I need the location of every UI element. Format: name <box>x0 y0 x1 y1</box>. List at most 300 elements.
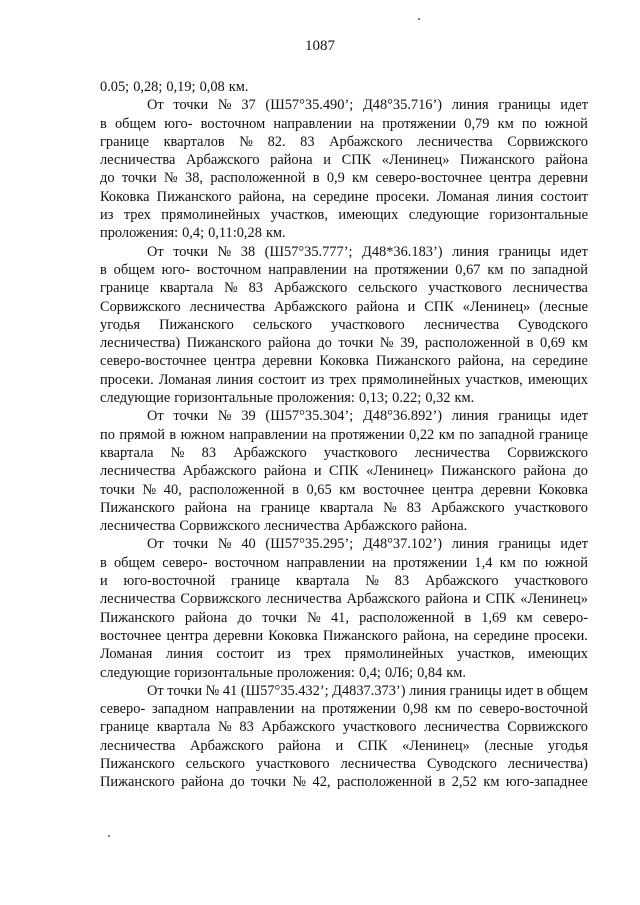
word: № <box>217 719 232 736</box>
word: района <box>270 152 313 169</box>
text-line <box>100 133 588 151</box>
text-line <box>100 590 588 608</box>
word: Пижанского <box>159 316 234 333</box>
word: угодья <box>100 316 141 333</box>
text-line <box>100 645 588 663</box>
word: 38 <box>240 243 256 260</box>
word: в <box>464 609 472 626</box>
word: границы <box>449 682 502 699</box>
word: Пижанского <box>186 335 262 352</box>
word: «Ленинец» <box>462 298 531 315</box>
word: лесничества <box>100 518 176 535</box>
word: прямолинейных <box>344 646 444 663</box>
word: Д48°37.102’) <box>362 536 443 553</box>
word: в <box>292 481 299 498</box>
word: и <box>472 591 481 608</box>
word: района <box>184 609 228 626</box>
word: угодья <box>547 737 588 754</box>
word: линия <box>451 536 489 553</box>
word: 0.05; <box>100 79 130 95</box>
word: квартала <box>295 573 350 590</box>
word: идет <box>560 97 588 114</box>
word: трех <box>304 646 332 663</box>
text-line <box>100 96 588 114</box>
text-line <box>100 151 588 169</box>
word: квартала <box>319 499 374 516</box>
word: границы <box>498 408 551 425</box>
word: лесничества <box>417 133 493 150</box>
word: Сорвижского <box>507 719 588 736</box>
word: восточнее <box>100 627 162 644</box>
word: 83 <box>394 573 410 590</box>
word: в <box>536 682 544 699</box>
word: № <box>365 573 379 590</box>
word: участкового <box>256 755 330 772</box>
word: От <box>147 408 164 425</box>
word: 40, <box>163 481 182 498</box>
word: района <box>356 298 399 315</box>
word: просеки. <box>375 188 430 205</box>
word: на <box>301 701 316 718</box>
word: точки <box>121 170 157 187</box>
word: Арбажского <box>425 573 499 590</box>
word: участкового <box>514 573 588 590</box>
word: центра <box>489 170 532 187</box>
word: горизонтальные <box>489 207 588 224</box>
word: на <box>353 261 368 278</box>
word: на <box>291 188 306 205</box>
word: северо-восточнее <box>100 353 207 370</box>
word: 82. <box>267 133 286 150</box>
word: СПК <box>485 591 516 608</box>
word: № <box>217 243 232 260</box>
word: направлении <box>215 701 295 718</box>
word: Арбажского <box>343 518 418 535</box>
word: СПК <box>329 463 359 480</box>
word: участков, <box>270 207 328 224</box>
word: 0,79 <box>464 115 490 132</box>
scan-speck <box>108 835 110 837</box>
word: из <box>310 371 325 388</box>
word: 0,19; <box>166 79 196 95</box>
word: Сорвижского <box>100 298 181 315</box>
word: района, <box>457 353 505 370</box>
word: «Ленинец» <box>366 463 434 480</box>
word: км <box>516 609 533 626</box>
word: лесничества <box>100 737 176 754</box>
text-line <box>100 78 588 96</box>
word: точки <box>100 481 135 498</box>
word: на <box>312 426 327 443</box>
word: № <box>163 170 178 187</box>
word: точки <box>173 536 209 553</box>
word: направлении <box>273 115 352 132</box>
word: линия <box>496 188 534 205</box>
word: в <box>312 170 320 187</box>
word: до <box>230 774 245 791</box>
word: 83 <box>201 444 217 461</box>
word: и <box>313 463 322 480</box>
text-line <box>100 298 588 316</box>
word: Коковка <box>268 627 318 644</box>
word: лесничества <box>424 719 500 736</box>
word: на <box>236 499 252 516</box>
word: центра <box>213 353 256 370</box>
word: общем <box>113 261 155 278</box>
word: «Ленинец» <box>381 152 450 169</box>
text-line <box>100 426 588 444</box>
word: лесничества) <box>100 335 181 352</box>
word: южной <box>544 115 588 132</box>
word: горизонтальные <box>174 390 273 407</box>
word: и <box>407 298 416 315</box>
word: по <box>521 115 537 132</box>
word: лесничества <box>512 280 588 297</box>
word: 0,67 <box>455 261 481 278</box>
word: Арбажского <box>190 737 264 754</box>
word: северо-восточной <box>479 701 588 718</box>
word: в <box>100 115 107 132</box>
word: горизонтальные <box>174 664 273 681</box>
word: границе <box>539 426 588 443</box>
word: «Ленинец» <box>402 737 470 754</box>
word: точки <box>173 408 209 425</box>
word: протяжении <box>374 261 449 278</box>
word: Ломаная <box>436 188 490 205</box>
word: линия <box>451 408 489 425</box>
word: северо- <box>100 701 146 718</box>
word: точки <box>173 243 209 260</box>
text-line <box>100 407 588 425</box>
text-line <box>100 481 588 499</box>
word: СПК <box>341 152 372 169</box>
word: км. <box>228 79 249 95</box>
word: линия <box>451 97 489 114</box>
word: сельского <box>358 280 418 297</box>
word: «Ленинец» <box>520 591 588 608</box>
text-line <box>100 261 588 279</box>
word: на <box>454 627 469 644</box>
word: Пижанского <box>100 755 175 772</box>
word: трех <box>329 371 357 388</box>
word: № <box>217 408 232 425</box>
word: 0,22 <box>409 426 435 443</box>
word: общем <box>113 554 156 571</box>
word: границы <box>498 243 551 260</box>
word: юго- <box>164 115 193 132</box>
word: От <box>147 536 164 553</box>
text-line <box>100 224 588 242</box>
word: № <box>292 774 307 791</box>
word: направлении <box>286 554 365 571</box>
word: линия <box>452 243 489 260</box>
word: восточном <box>214 554 280 571</box>
word: (Ш57°35.432’; <box>240 682 329 699</box>
word: лесничества <box>266 591 342 608</box>
word: Д48°36.892’) <box>362 408 443 425</box>
word: района <box>181 774 224 791</box>
word: 41 <box>222 682 238 699</box>
word: 0.22; <box>392 390 422 407</box>
word: № <box>307 609 321 626</box>
word: до <box>237 609 253 626</box>
word: Д48°35.716’) <box>362 97 443 114</box>
word: Д4837.373’) <box>332 682 406 699</box>
text-line <box>100 627 588 645</box>
word: 0Л6; <box>384 664 414 681</box>
word: Арбажского <box>273 298 348 315</box>
word: км. <box>265 225 286 242</box>
word: 37 <box>241 97 256 114</box>
word: лесничества <box>100 152 176 169</box>
word: квартала <box>100 444 154 461</box>
word: проложения: <box>276 390 355 407</box>
word: квартала <box>159 280 214 297</box>
word: границе <box>260 499 310 516</box>
word: 0,4; <box>182 225 205 242</box>
word: состоит <box>258 371 306 388</box>
text-line <box>100 682 588 700</box>
word: участков, <box>465 371 523 388</box>
word: участкового <box>323 444 398 461</box>
word: восточном <box>196 261 262 278</box>
word: 83 <box>248 280 263 297</box>
word: границы <box>498 97 551 114</box>
text-line <box>100 462 588 480</box>
word: 0,13; <box>358 390 389 407</box>
word: на <box>359 115 375 132</box>
word: следующие <box>100 664 171 681</box>
word: Д48*36.183’) <box>362 243 443 260</box>
word: границе <box>100 719 149 736</box>
word: От <box>147 97 164 114</box>
text-line <box>100 535 588 553</box>
word: 0,4; <box>358 664 381 681</box>
text-line <box>100 737 588 755</box>
word: 83 <box>406 499 422 516</box>
word: идет <box>560 408 588 425</box>
word: имеющих <box>527 371 588 388</box>
word: прямолинейных <box>161 207 261 224</box>
word: расположенной <box>189 481 285 498</box>
word: общем <box>546 682 588 699</box>
text-line <box>100 389 588 407</box>
text-line <box>100 115 588 133</box>
word: границы <box>498 536 551 553</box>
word: района <box>278 737 321 754</box>
scan-speck <box>418 18 420 20</box>
word: по <box>510 261 526 278</box>
word: следующие <box>408 207 479 224</box>
word: км <box>571 335 588 352</box>
word: Арбажского <box>182 463 257 480</box>
word: линия <box>409 682 446 699</box>
text-line <box>100 188 588 206</box>
word: Арбажского <box>346 591 421 608</box>
word: 83 <box>239 719 254 736</box>
word: просеки. <box>534 627 588 644</box>
word: и <box>323 152 331 169</box>
word: юго-восточной <box>123 573 216 590</box>
word: Пижанского <box>100 609 175 626</box>
word: Коковка <box>100 188 150 205</box>
word: границе <box>100 280 149 297</box>
word: идет <box>560 536 588 553</box>
word: участкового <box>342 719 417 736</box>
word: деревни <box>262 353 313 370</box>
word: на <box>372 554 387 571</box>
word: на <box>511 353 526 370</box>
word: 83 <box>300 133 315 150</box>
word: 0,08 <box>199 79 225 95</box>
word: восточном <box>200 115 266 132</box>
word: км <box>352 170 369 187</box>
word: 38, <box>185 170 204 187</box>
word: № <box>217 97 232 114</box>
word: № <box>205 682 220 699</box>
word: 1,4 <box>474 554 493 571</box>
word: (лесные <box>484 737 534 754</box>
text-line <box>100 499 588 517</box>
word: Коковка <box>319 353 369 370</box>
word: № <box>383 499 397 516</box>
word: расположенной <box>424 335 520 352</box>
word: лесничества <box>340 755 416 772</box>
word: из <box>277 646 291 663</box>
word: протяжении <box>382 115 457 132</box>
word: и <box>100 573 108 590</box>
word: СПК <box>424 298 454 315</box>
word: северо- <box>162 554 208 571</box>
word: 41, <box>330 609 349 626</box>
word: участкового <box>428 280 502 297</box>
text-line <box>100 206 588 224</box>
word: км <box>499 554 516 571</box>
word: Пижанского <box>441 463 516 480</box>
word: Пижанского <box>460 152 535 169</box>
word: проложения: <box>276 664 355 681</box>
word: лесничества) <box>507 755 588 772</box>
word: 1,69 <box>481 609 507 626</box>
word: участкового <box>514 499 588 516</box>
word: расположенной <box>336 774 433 791</box>
word: расположенной <box>359 609 455 626</box>
word: 0,9 <box>326 170 345 187</box>
word: Сорвижского <box>507 444 588 461</box>
text-line <box>100 169 588 187</box>
text-line <box>100 352 588 370</box>
word: лесничества <box>414 444 491 461</box>
word: Арбажского <box>233 444 307 461</box>
word: Арбажского <box>261 719 336 736</box>
word: км <box>339 481 356 498</box>
word: состоит <box>540 188 588 205</box>
word: 0,98 <box>402 701 428 718</box>
word: 0,28; <box>133 79 163 95</box>
word: в <box>438 774 446 791</box>
word: Ломаная <box>100 646 153 663</box>
text-line <box>100 700 588 718</box>
word: № <box>379 335 394 352</box>
word: (Ш57°35.490’; <box>265 97 354 114</box>
word: Арбажского <box>273 280 348 297</box>
word: 0,69 <box>540 335 566 352</box>
word: Пижанского <box>375 353 451 370</box>
word: в <box>169 426 177 443</box>
word: района <box>523 463 566 480</box>
word: 39 <box>241 408 256 425</box>
word: точки <box>173 97 209 114</box>
word: направлении <box>229 426 308 443</box>
word: района, <box>402 627 450 644</box>
word: южной <box>544 554 588 571</box>
word: трех <box>123 207 151 224</box>
word: квартала <box>156 719 211 736</box>
word: Пижанского <box>156 188 232 205</box>
word: лесничества <box>100 591 176 608</box>
word: 0,65 <box>306 481 332 498</box>
word: № <box>142 481 157 498</box>
word: западном <box>152 701 210 718</box>
word: точки <box>262 609 298 626</box>
word: Сорвижского <box>507 133 588 150</box>
word: участкового <box>331 316 405 333</box>
word: лесничества <box>100 463 176 480</box>
word: северо-восточнее <box>375 170 483 187</box>
word: Коковка <box>538 481 588 498</box>
word: имеющих <box>528 646 588 663</box>
word: центра <box>166 627 209 644</box>
word: юго- <box>161 261 190 278</box>
text-line <box>100 755 588 773</box>
word: № <box>239 133 254 150</box>
word: направлении <box>268 261 347 278</box>
word: восточнее <box>362 481 425 498</box>
word: линия <box>216 371 254 388</box>
word: Суводского <box>518 316 588 333</box>
word: 0,11:0,28 <box>208 225 262 242</box>
text-line <box>100 444 588 462</box>
word: расположенной <box>210 170 306 187</box>
word: Пижанского <box>100 774 175 791</box>
word: по <box>100 426 115 443</box>
word: деревни <box>481 481 531 498</box>
word: района, <box>238 188 285 205</box>
word: № <box>217 536 232 553</box>
word: района <box>545 152 588 169</box>
word: (лесные <box>539 298 588 315</box>
word: 40 <box>241 536 256 553</box>
text-line <box>100 718 588 736</box>
word: точки <box>167 682 203 699</box>
document-body <box>100 78 588 792</box>
word: в <box>526 335 534 352</box>
word: идет <box>505 682 533 699</box>
word: сельского <box>185 755 245 772</box>
word: Пижанского <box>100 499 175 516</box>
word: протяжении <box>393 554 468 571</box>
word: точки <box>338 335 374 352</box>
word: просеки. <box>100 371 154 388</box>
word: по <box>459 426 475 443</box>
word: (Ш57°35.304’; <box>265 408 354 425</box>
word: 0,32 <box>425 390 451 407</box>
word: № <box>170 444 185 461</box>
text-line <box>100 334 588 352</box>
word: кварталов <box>163 133 225 150</box>
word: протяжении <box>322 701 396 718</box>
word: СПК <box>357 737 388 754</box>
